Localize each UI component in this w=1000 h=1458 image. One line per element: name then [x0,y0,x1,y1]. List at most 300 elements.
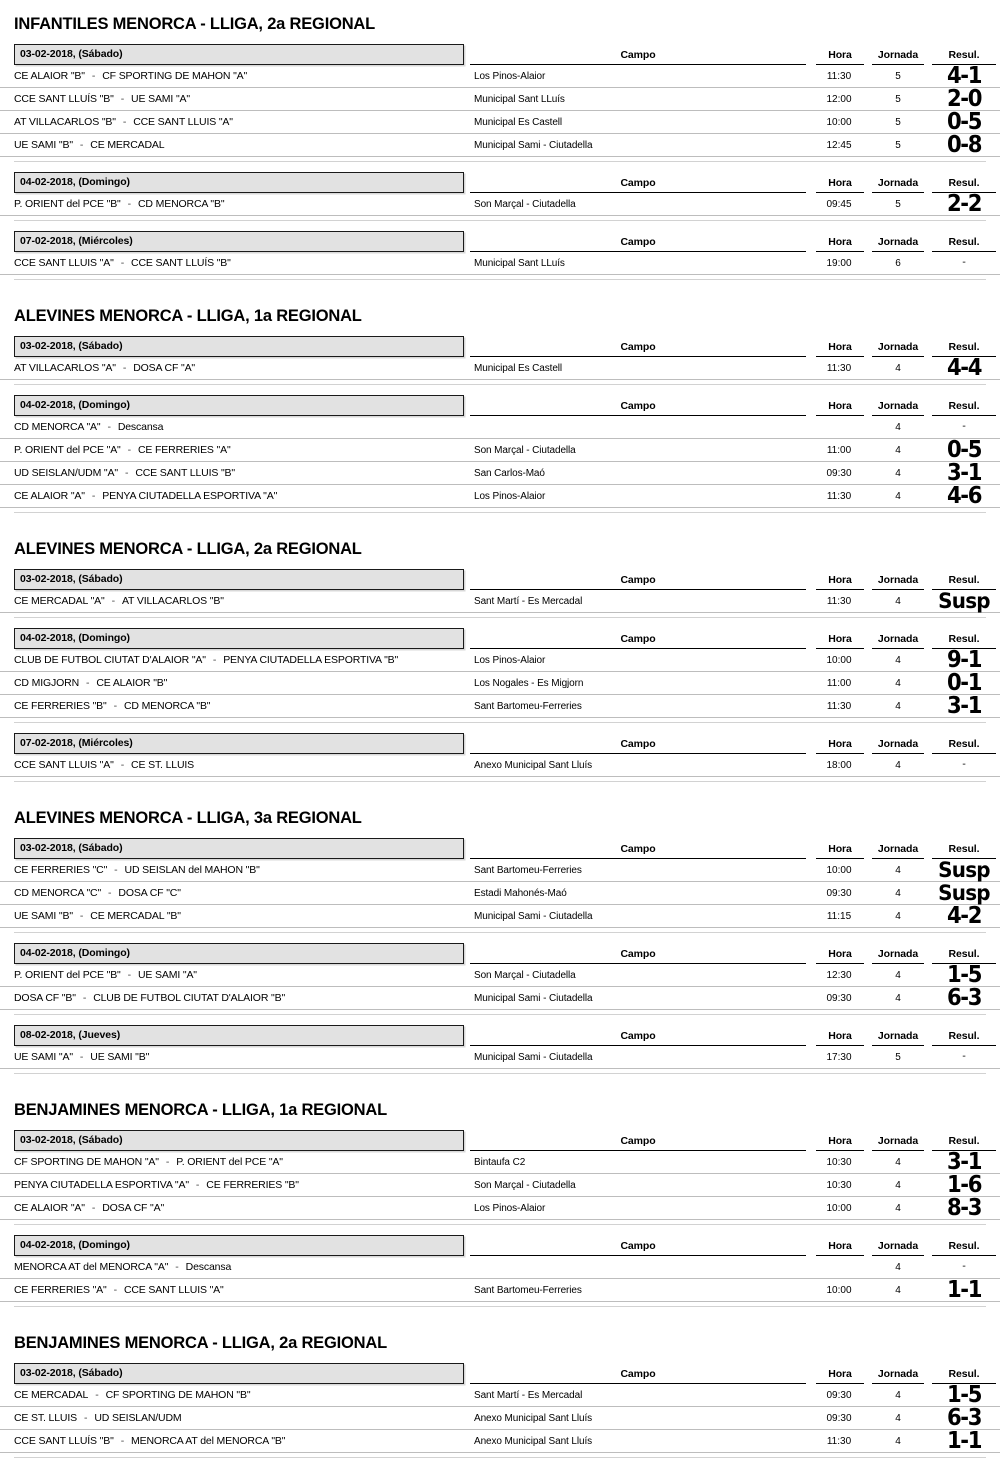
matchday-cell: 5 [868,88,928,111]
competition-title: ALEVINES MENORCA - LLIGA, 2a REGIONAL [14,540,362,558]
away-team: PENYA CIUTADELLA ESPORTIVA "B" [223,654,399,666]
table-row [0,1279,1000,1302]
match-table [0,1363,1000,1453]
home-team: UE SAMI "A" [14,1051,73,1063]
table-row [0,987,1000,1010]
matchday-cell: 4 [868,754,928,777]
match-table [0,628,1000,718]
date-group [0,628,1000,723]
column-header-hora: Hora [816,1135,864,1151]
match-teams-cell [0,1174,466,1197]
versus-separator: - [113,700,117,712]
column-header-hora: Hora [816,341,864,357]
competition-title: ALEVINES MENORCA - LLIGA, 1a REGIONAL [14,307,362,325]
match-table [0,943,1000,1010]
home-team: CE MERCADAL [14,1389,89,1401]
versus-separator: - [120,759,125,771]
result-score: - [962,1261,966,1272]
home-team: CE ALAIOR "B" [14,70,85,82]
result-score: 3-1 [946,692,982,719]
date-group [0,336,1000,385]
match-teams-cell [0,1197,466,1220]
column-header-campo: Campo [470,574,806,590]
date-group [0,1235,1000,1307]
time-cell: 12:30 [810,964,868,987]
table-row [0,439,1000,462]
date-header: 04-02-2018, (Domingo) [14,172,464,193]
home-team: CE FERRERIES "C" [14,864,108,876]
table-header-row [0,569,1000,590]
match-table [0,1130,1000,1220]
date-group [0,1130,1000,1225]
result-score: 1-6 [946,1171,982,1198]
table-header-row [0,628,1000,649]
home-team: CD MENORCA "C" [14,887,102,899]
result-score: Susp [938,857,990,882]
match-teams-cell [0,964,466,987]
column-header-jornada: Jornada [872,341,924,357]
table-header-row [0,838,1000,859]
venue-cell: Anexo Municipal Sant Lluís [466,1407,810,1430]
matchday-cell: 4 [868,485,928,508]
match-table [0,1025,1000,1069]
date-header: 04-02-2018, (Domingo) [14,1235,464,1256]
table-row [0,695,1000,718]
date-group [0,395,1000,513]
match-teams-cell [0,193,466,216]
column-header-resul: Resul. [932,400,996,416]
result-score: 4-2 [946,902,982,929]
column-header-resul: Resul. [932,1368,996,1384]
column-header-resul: Resul. [932,948,996,964]
column-header-campo: Campo [470,49,806,65]
match-table [0,395,1000,508]
away-team: UE SAMI "B" [90,1051,150,1063]
matchday-cell: 4 [868,416,928,439]
away-team: CE FERRERIES "A" [137,444,231,456]
column-header-resul: Resul. [932,49,996,65]
column-header-jornada: Jornada [872,948,924,964]
column-header-campo: Campo [470,843,806,859]
column-header-campo: Campo [470,1368,806,1384]
table-row [0,485,1000,508]
versus-separator: - [91,490,96,502]
away-team: UE SAMI "A" [137,969,197,981]
time-cell: 11:30 [810,695,868,718]
table-row [0,672,1000,695]
time-cell [810,416,868,439]
table-row [0,134,1000,157]
column-header-jornada: Jornada [872,1368,924,1384]
matchday-cell: 5 [868,111,928,134]
time-cell: 11:00 [810,439,868,462]
versus-separator: - [124,467,129,479]
home-team: CE FERRERIES "A" [14,1284,107,1296]
result-cell [928,1427,1000,1454]
column-header-resul: Resul. [932,738,996,754]
date-group [0,838,1000,933]
result-score: 8-3 [946,1194,982,1221]
table-row [0,649,1000,672]
table-header-row [0,943,1000,964]
matchday-cell: 4 [868,905,928,928]
matchday-cell: 4 [868,964,928,987]
result-score: 0-5 [946,436,982,463]
date-header: 07-02-2018, (Miércoles) [14,231,464,252]
table-row [0,1407,1000,1430]
result-cell [928,252,1000,275]
away-team: DOSA CF "A" [133,362,196,374]
competition-block [0,1319,1000,1458]
date-group [0,44,1000,162]
versus-separator: - [111,595,115,607]
group-end-rule [14,781,986,782]
match-table [0,231,1000,275]
group-end-rule [14,161,986,162]
table-row [0,462,1000,485]
matchday-cell: 6 [868,252,928,275]
away-team: CCE SANT LLUÍS "B" [131,257,231,269]
table-header-row [0,336,1000,357]
match-teams-cell [0,1384,466,1407]
match-teams-cell [0,1430,466,1453]
venue-cell: Los Pinos-Alaior [466,65,810,88]
column-header-hora: Hora [816,633,864,649]
result-cell [928,692,1000,719]
versus-separator: - [122,116,127,128]
result-cell [928,459,1000,486]
table-row [0,859,1000,882]
column-header-hora: Hora [816,1240,864,1256]
matchday-cell: 4 [868,462,928,485]
date-header: 03-02-2018, (Sábado) [14,336,464,357]
home-team: CF SPORTING DE MAHON "A" [14,1156,159,1168]
venue-cell: Municipal Sant LLuís [466,88,810,111]
table-row [0,357,1000,380]
table-row [0,882,1000,905]
group-end-rule [14,1014,986,1015]
matchday-cell: 4 [868,672,928,695]
matchday-cell: 4 [868,1384,928,1407]
venue-cell: Los Pinos-Alaior [466,649,810,672]
column-header-resul: Resul. [932,236,996,252]
away-team: CE MERCADAL [90,139,165,151]
date-group [0,943,1000,1015]
away-team: CF SPORTING DE MAHON "B" [105,1389,251,1401]
result-score: - [962,759,966,770]
time-cell: 09:45 [810,193,868,216]
venue-cell: Sant Bartomeu-Ferreries [466,859,810,882]
matchday-cell: 4 [868,695,928,718]
away-team: CCE SANT LLUIS "A" [123,1284,224,1296]
time-cell: 10:00 [810,1279,868,1302]
home-team: CCE SANT LLUÍS "B" [14,93,114,105]
column-header-jornada: Jornada [872,633,924,649]
column-header-resul: Resul. [932,633,996,649]
column-header-jornada: Jornada [872,1030,924,1046]
result-score: 6-3 [946,1404,982,1431]
home-team: PENYA CIUTADELLA ESPORTIVA "A" [14,1179,189,1191]
result-cell [928,416,1000,439]
table-header-row [0,1130,1000,1151]
matchday-cell: 4 [868,1174,928,1197]
column-header-jornada: Jornada [872,843,924,859]
result-cell [928,859,1000,882]
match-teams-cell [0,111,466,134]
home-team: UE SAMI "B" [14,139,73,151]
table-header-row [0,44,1000,65]
table-row [0,1151,1000,1174]
time-cell: 10:00 [810,859,868,882]
versus-separator: - [79,910,84,922]
result-cell [928,1256,1000,1279]
versus-separator: - [82,992,87,1004]
matchday-cell: 4 [868,439,928,462]
home-team: CCE SANT LLUÍS "B" [14,1435,114,1447]
date-group [0,1363,1000,1458]
table-row [0,1430,1000,1453]
column-header-campo: Campo [470,236,806,252]
result-score: 0-5 [946,108,982,135]
group-end-rule [14,1224,986,1225]
matchday-cell: 4 [868,357,928,380]
competition-title: INFANTILES MENORCA - LLIGA, 2a REGIONAL [14,15,376,33]
group-end-rule [14,932,986,933]
group-end-rule [14,384,986,385]
away-team: AT VILLACARLOS "B" [121,595,224,607]
competition-title: BENJAMINES MENORCA - LLIGA, 1a REGIONAL [14,1101,387,1119]
column-header-jornada: Jornada [872,236,924,252]
versus-separator: - [79,139,84,151]
home-team: CE MERCADAL "A" [14,595,105,607]
venue-cell: Sant Bartomeu-Ferreries [466,1279,810,1302]
result-cell [928,131,1000,158]
column-header-campo: Campo [470,633,806,649]
matchday-cell: 4 [868,1197,928,1220]
away-team: PENYA CIUTADELLA ESPORTIVA "A" [102,490,278,502]
result-cell [928,1276,1000,1303]
result-cell [928,1171,1000,1198]
home-team: AT VILLACARLOS "B" [14,116,116,128]
away-team: Descansa [117,421,164,433]
venue-cell: Los Pinos-Alaior [466,1197,810,1220]
result-score: 4-6 [946,482,982,509]
column-header-hora: Hora [816,948,864,964]
date-group [0,569,1000,618]
matchday-cell: 4 [868,1407,928,1430]
matchday-cell: 4 [868,1151,928,1174]
table-header-row [0,1235,1000,1256]
match-teams-cell [0,462,466,485]
matchday-cell: 5 [868,65,928,88]
result-cell [928,108,1000,135]
match-table [0,172,1000,216]
versus-separator: - [120,1435,125,1447]
match-teams-cell [0,590,466,613]
time-cell: 18:00 [810,754,868,777]
match-teams-cell [0,649,466,672]
result-cell [928,1381,1000,1408]
venue-cell: Estadi Mahonés-Maó [466,882,810,905]
result-cell [928,85,1000,112]
group-end-rule [14,512,986,513]
venue-cell: Municipal Sami - Ciutadella [466,134,810,157]
match-teams-cell [0,485,466,508]
table-row [0,964,1000,987]
match-teams-cell [0,88,466,111]
column-header-resul: Resul. [932,177,996,193]
venue-cell: Municipal Sami - Ciutadella [466,987,810,1010]
time-cell: 11:15 [810,905,868,928]
home-team: P. ORIENT del PCE "A" [14,444,121,456]
time-cell: 09:30 [810,987,868,1010]
match-teams-cell [0,905,466,928]
matchday-cell: 4 [868,882,928,905]
away-team: CD MENORCA "B" [123,700,211,712]
group-end-rule [14,617,986,618]
venue-cell: Anexo Municipal Sant Lluís [466,1430,810,1453]
table-row [0,1046,1000,1069]
away-team: CE ALAIOR "B" [96,677,168,689]
result-score: 3-1 [946,459,982,486]
home-team: UE SAMI "B" [14,910,73,922]
time-cell: 10:00 [810,1197,868,1220]
time-cell: 09:30 [810,1407,868,1430]
time-cell: 11:30 [810,590,868,613]
column-header-campo: Campo [470,1240,806,1256]
matchday-cell: 4 [868,987,928,1010]
result-cell [928,902,1000,929]
home-team: P. ORIENT del PCE "B" [14,969,121,981]
date-header: 03-02-2018, (Sábado) [14,838,464,859]
time-cell: 09:30 [810,882,868,905]
date-header: 03-02-2018, (Sábado) [14,1363,464,1384]
away-team: CD MENORCA "B" [137,198,225,210]
date-group [0,231,1000,280]
date-group [0,172,1000,221]
match-teams-cell [0,1279,466,1302]
versus-separator: - [91,1202,96,1214]
venue-cell: Son Marçal - Ciutadella [466,193,810,216]
table-header-row [0,733,1000,754]
versus-separator: - [114,864,118,876]
away-team: CE FERRERIES "B" [206,1179,299,1191]
group-end-rule [14,722,986,723]
match-teams-cell [0,439,466,462]
result-score: - [962,257,966,268]
result-score: 4-4 [946,354,982,381]
home-team: CE FERRERIES "B" [14,700,107,712]
table-row [0,88,1000,111]
column-header-resul: Resul. [932,341,996,357]
date-header: 04-02-2018, (Domingo) [14,628,464,649]
result-score: 1-1 [946,1276,982,1303]
away-team: CCE SANT LLUIS "A" [133,116,233,128]
versus-separator: - [175,1261,179,1273]
versus-separator: - [95,1389,99,1401]
date-header: 03-02-2018, (Sábado) [14,44,464,65]
matchday-cell: 4 [868,1430,928,1453]
home-team: CLUB DE FUTBOL CIUTAT D'ALAIOR "A" [14,654,206,666]
match-table [0,336,1000,380]
column-header-hora: Hora [816,843,864,859]
result-score: - [962,421,966,432]
result-score: 1-5 [946,1381,982,1408]
away-team: MENORCA AT del MENORCA "B" [131,1435,286,1447]
away-team: UD SEISLAN/UDM [94,1412,182,1424]
result-score: 2-2 [946,190,982,217]
result-score: Susp [938,880,990,905]
time-cell: 11:30 [810,357,868,380]
column-header-jornada: Jornada [872,177,924,193]
venue-cell: Municipal Sami - Ciutadella [466,905,810,928]
away-team: P. ORIENT del PCE "A" [176,1156,283,1168]
venue-cell [466,416,810,439]
versus-separator: - [122,362,127,374]
time-cell: 11:00 [810,672,868,695]
venue-cell: Son Marçal - Ciutadella [466,964,810,987]
date-group [0,1025,1000,1074]
column-header-campo: Campo [470,738,806,754]
away-team: DOSA CF "C" [118,887,181,899]
result-cell [928,62,1000,89]
time-cell: 11:30 [810,65,868,88]
match-teams-cell [0,252,466,275]
away-team: CLUB DE FUTBOL CIUTAT D'ALAIOR "B" [93,992,286,1004]
versus-separator: - [107,421,111,433]
column-header-hora: Hora [816,1030,864,1046]
home-team: MENORCA AT del MENORCA "A" [14,1261,169,1273]
versus-separator: - [127,198,131,210]
result-score: 3-1 [946,1148,982,1175]
competition-block [0,1086,1000,1307]
table-row [0,590,1000,613]
result-cell [928,669,1000,696]
result-score: 6-3 [946,984,982,1011]
table-row [0,905,1000,928]
versus-separator: - [83,1412,88,1424]
date-header: 03-02-2018, (Sábado) [14,1130,464,1151]
result-score: - [962,1051,966,1062]
column-header-jornada: Jornada [872,738,924,754]
column-header-jornada: Jornada [872,574,924,590]
matchday-cell: 5 [868,134,928,157]
away-team: CF SPORTING DE MAHON "A" [102,70,248,82]
competition-block [0,292,1000,513]
column-header-resul: Resul. [932,1030,996,1046]
column-header-hora: Hora [816,236,864,252]
result-cell [928,1148,1000,1175]
versus-separator: - [120,257,125,269]
venue-cell: Municipal Es Castell [466,357,810,380]
group-end-rule [14,1306,986,1307]
result-score: 1-1 [946,1427,982,1454]
date-header: 04-02-2018, (Domingo) [14,395,464,416]
match-table [0,1235,1000,1302]
time-cell: 10:00 [810,649,868,672]
venue-cell [466,1256,810,1279]
column-header-hora: Hora [816,177,864,193]
result-cell [928,1404,1000,1431]
home-team: UD SEISLAN/UDM "A" [14,467,118,479]
match-teams-cell [0,1046,466,1069]
result-cell [928,754,1000,777]
result-score: 2-0 [946,85,982,112]
versus-separator: - [113,1284,117,1296]
match-teams-cell [0,65,466,88]
matchday-cell: 5 [868,1046,928,1069]
table-header-row [0,395,1000,416]
